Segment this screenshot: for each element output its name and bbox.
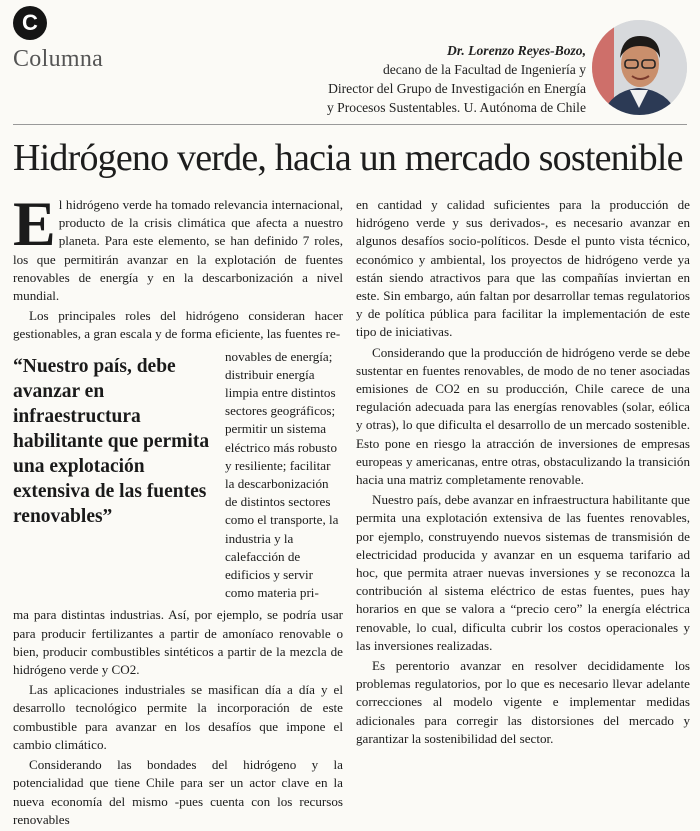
- paragraph: en cantidad y calidad suficientes para la producción de hidrógeno verde y sus derivados-, es necesario avanzar en algunos desafíos socio-políticos. Desde el punto vista técnico, económico y ambiental, los proyectos de hidrógeno verde ya están siendo atractivos para que las compañías inviertan en este. Sin embargo, aún faltan por desarrollar temas regulatorios y de política pública para facilitar la implementación de este tipo de iniciativas.: [356, 197, 690, 340]
- column-left: [13, 188, 343, 831]
- section-label: Columna: [13, 46, 104, 72]
- author-line: Director del Grupo de Investigación en Energía: [328, 81, 586, 96]
- author-block: [327, 41, 586, 117]
- author-photo: [592, 20, 687, 115]
- paragraph: [13, 188, 343, 305]
- pull-quote-block: [13, 348, 343, 603]
- paragraph: Considerando que la producción de hidrógeno verde se debe sustentar en fuentes renovables, de modo de no tener asociadas emisiones de CO2 en su producción, Chile carece de una regulación adecuada para las energías renovables (solar, eólica y otras), lo que dificulta el desarrollo de un mercado sostenible. Esto pone en riesgo la atracción de inversiones de empresas europeas y americanas, entre otras, obstaculizando la transición hacia una matriz completamente renovable.: [356, 344, 690, 488]
- pull-quote: “Nuestro país, debe avanzar en infraestructura habilitante que permita una explotación extensiva de las fuentes renovables”: [13, 355, 210, 527]
- paragraph: Nuestro país, debe avanzar en infraestructura habilitante que permita una explotación extensiva de las fuentes renovables, por ejemplo, construyendo nuevos sistemas de transmisión de electricidad producida y avanzar en un esquema tarifario ad hoc, que permita atraer nuevas inversiones y se reconozca la contribución al sistema eléctrico de estas fuentes, pues hay horarios en que se valora a “precio cero” la energía eléctrica renovable, lo cual, dificulta cubrir los costos operacionales y las inversiones realizadas.: [356, 492, 690, 653]
- paragraph: Los principales roles del hidrógeno consideran hacer gestionables, a gran escala y de forma eficiente, las fuentes re-: [13, 308, 343, 342]
- paragraph: Las aplicaciones industriales se masifican día a día y el desarrollo tecnológico permite la incorporación de este combustible para avanzar en los desafíos que impone el cambio climático.: [13, 682, 343, 752]
- paragraph-text: l hidrógeno verde ha tomado relevancia internacional, producto de la crisis climática que afecta a nuestro planeta. Para este elemento, se han definido 7 roles, los que permitirán avanzar en la explotación de fuentes renovables de energía y en la descarbonización a nivel mundial.: [13, 197, 343, 304]
- paragraph: ma para distintas industrias. Así, por ejemplo, se podría usar para producir fertilizantes a partir de amoníaco renovable o bien, producir combustibles sintéticos a partir de la mezcla de hidrógeno verde y CO2.: [13, 607, 343, 678]
- paragraph-narrow: novables de energía; distribuir energía limpia entre distintos sectores geográficos; permitir un sistema eléctrico más robusto y resiliente; facilitar la descarbonización de distintos sectores como el transporte, la industria y la calefacción de edificios y servir como materia pri-: [225, 348, 339, 601]
- article-title: Hidrógeno verde, hacia un mercado sostenible: [13, 137, 683, 179]
- paragraph: Considerando las bondades del hidrógeno y la potencialidad que tiene Chile para ser un actor clave en la nueva economía del mismo -pues cuenta con los recursos renovables: [13, 757, 343, 827]
- drop-cap: E: [13, 188, 56, 259]
- author-line: y Procesos Sustentables. U. Autónoma de Chile: [326, 100, 586, 115]
- paragraph: Es perentorio avanzar en resolver decididamente los problemas regulatorios, por lo que es necesario llevar adelante correcciones al modelo vigente e implementar medidas adicionales para corregir las distorsiones del mercado y garantizar la sostenibilidad del sector.: [356, 658, 690, 746]
- column-badge: C: [13, 6, 47, 40]
- author-name: Dr. Lorenzo Reyes-Bozo,: [447, 43, 586, 58]
- header-divider: [13, 124, 687, 125]
- column-right: [356, 196, 690, 750]
- author-portrait-icon: [592, 20, 687, 115]
- author-line: decano de la Facultad de Ingeniería y: [382, 62, 586, 77]
